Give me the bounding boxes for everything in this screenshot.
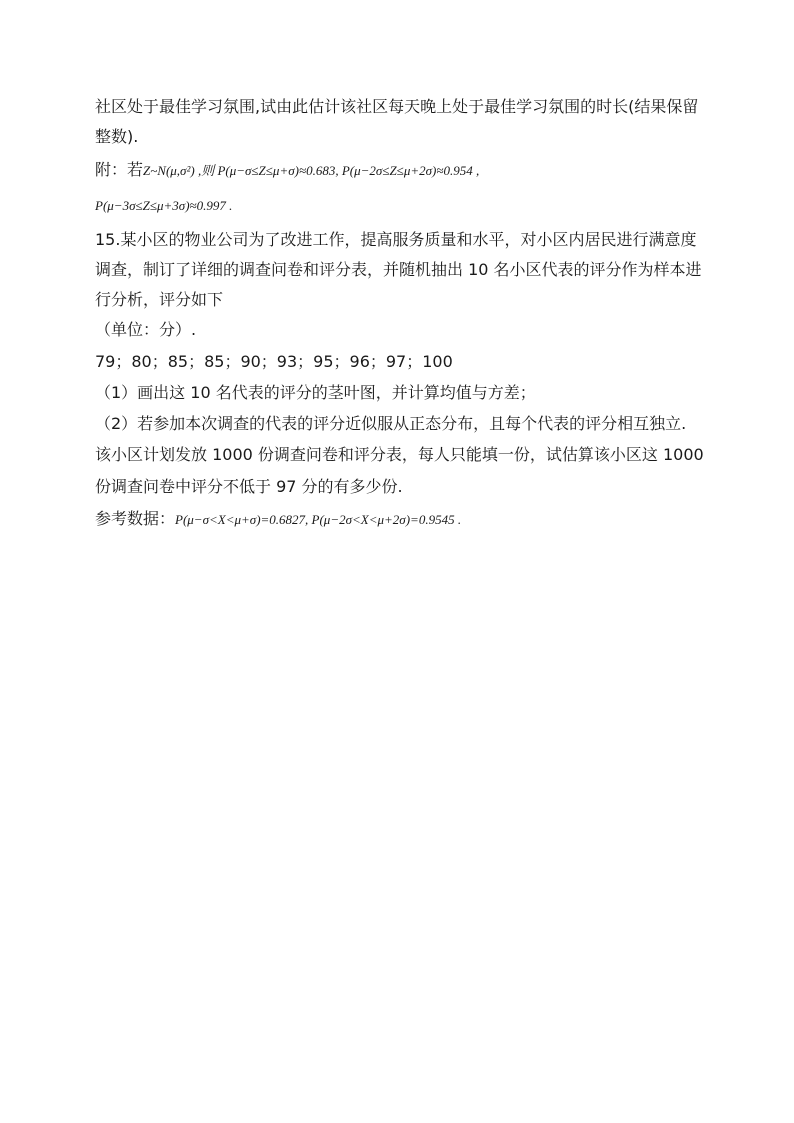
question-15-line-1: 15.某小区的物业公司为了改进工作，提高服务质量和水平，对小区内居民进行满意度 (95, 230, 697, 249)
text-line-2: 整数). (95, 127, 139, 146)
appendix-line (95, 158, 699, 183)
appendix-line-2 (95, 193, 699, 218)
text-line-1: 社区处于最佳学习氛围,试由此估计该社区每天晚上处于最佳学习氛围的时长(结果保留 (95, 97, 699, 116)
unit-line: （单位：分）. (95, 320, 197, 339)
scores-line: 79；80；85；85；90；93；95；96；97；100 (95, 352, 453, 371)
question-15-line-3: 行分析，评分如下 (95, 290, 224, 309)
reference-data-line (95, 507, 699, 532)
reference-formula: P(μ−σ<X<μ+σ)=0.6827, P(μ−2σ<X<μ+2σ)=0.9545 . (175, 512, 462, 527)
part-2-line-1: （2）若参加本次调查的代表的评分近似服从正态分布，且每个代表的评分相互独立. (95, 414, 687, 433)
appendix-formula: Z~N(μ,σ²) ,则 P(μ−σ≤Z≤μ+σ)≈0.683, P(μ−2σ≤Z≤μ+2σ)≈0.954 , (143, 163, 480, 178)
appendix-formula-2: P(μ−3σ≤Z≤μ+3σ)≈0.997 . (95, 198, 233, 213)
reference-label: 参考数据： (95, 509, 176, 528)
question-15-line-2: 调查，制订了详细的调查问卷和评分表，并随机抽出 10 名小区代表的评分作为样本进 (95, 260, 702, 279)
part-1-line: （1）画出这 10 名代表的评分的茎叶图，并计算均值与方差； (95, 383, 536, 402)
appendix-label: 附：若 (95, 160, 144, 179)
part-2-line-2: 该小区计划发放 1000 份调查问卷和评分表，每人只能填一份，试估算该小区这 1000 (95, 445, 704, 464)
part-2-line-3: 份调查问卷中评分不低于 97 分的有多少份. (95, 477, 403, 496)
